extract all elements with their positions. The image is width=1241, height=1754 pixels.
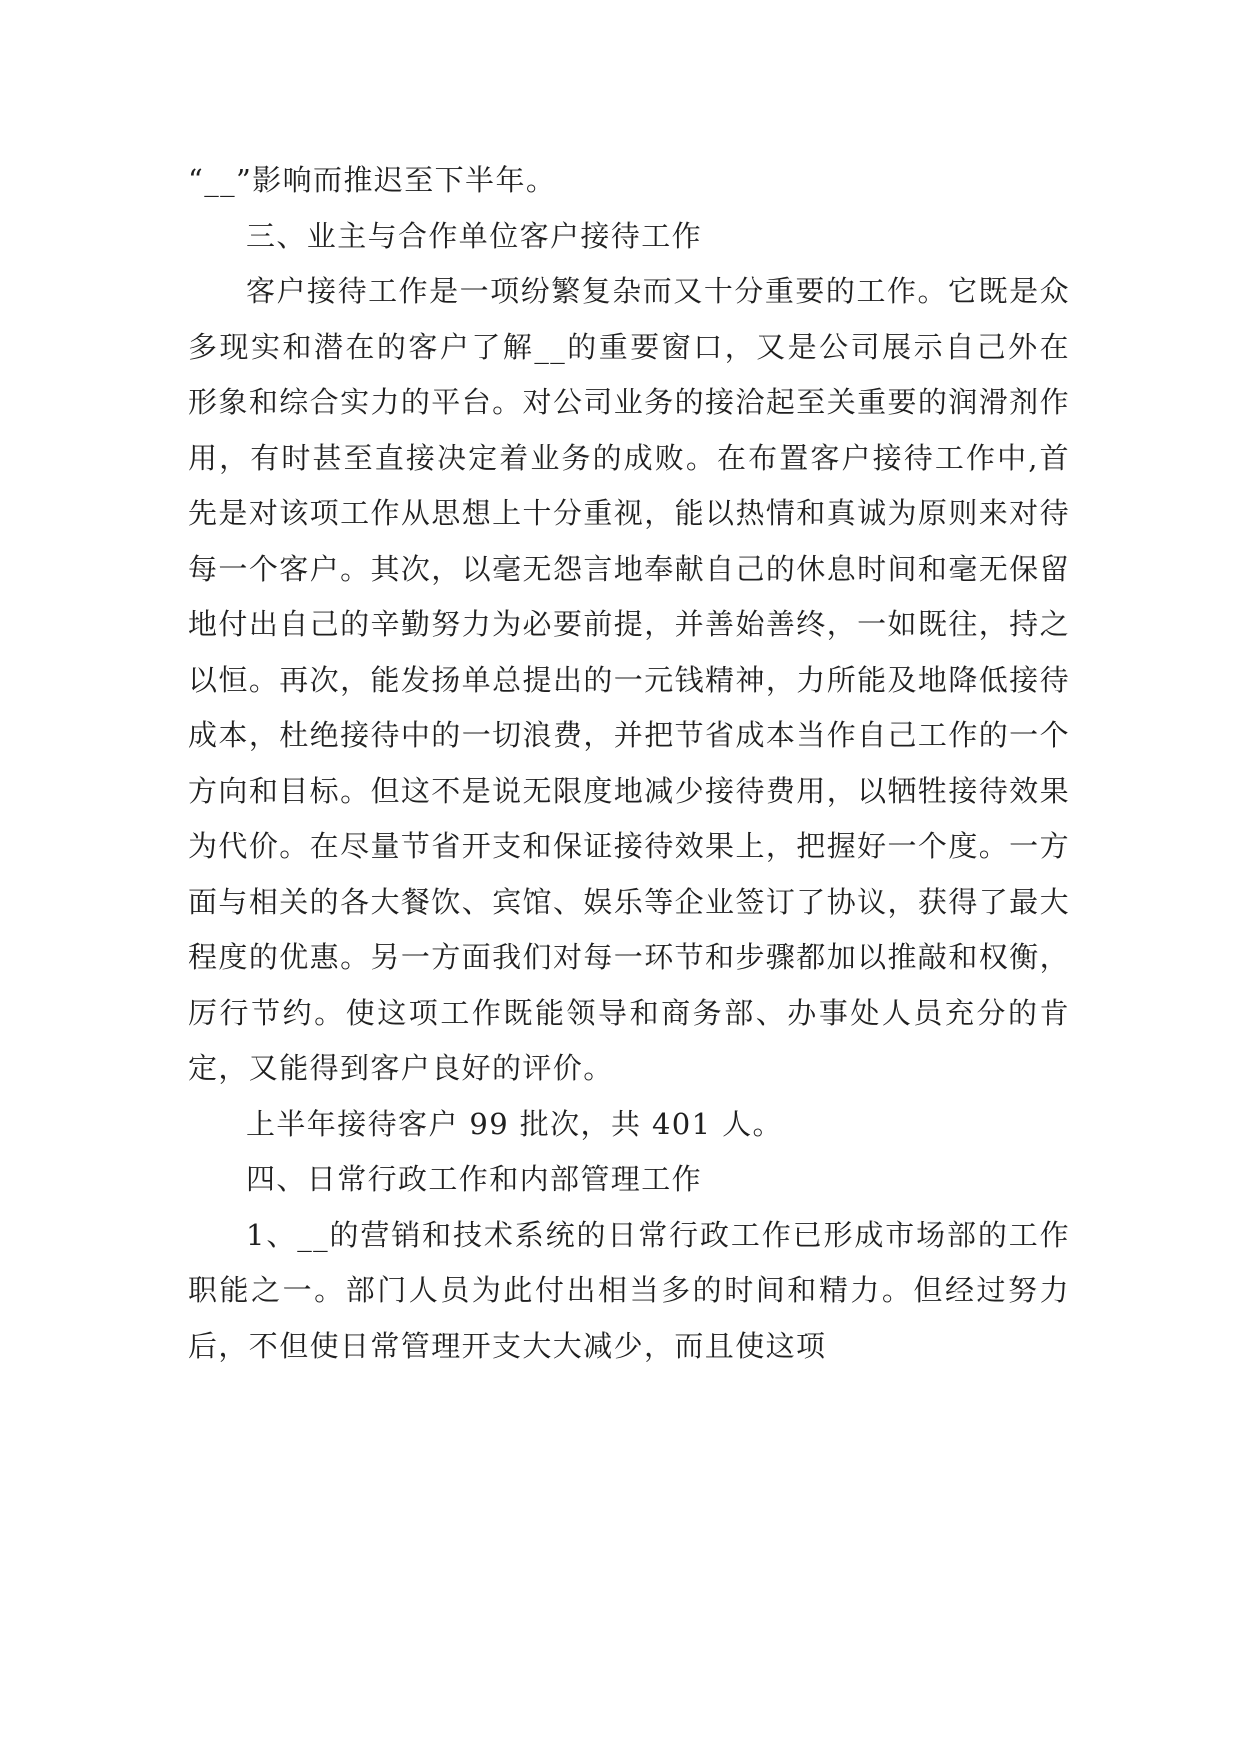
paragraph-admin-work: 1、__的营销和技术系统的日常行政工作已形成市场部的工作职能之一。部门人员为此付出相当多的时间和精力。但经过努力后，不但使日常管理开支大大减少，而且使这项	[188, 1217, 1070, 1363]
document-body	[188, 153, 1070, 1374]
paragraph-reception-work: 客户接待工作是一项纷繁复杂而又十分重要的工作。它既是众多现实和潜在的客户了解__的重要窗口，又是公司展示自己外在形象和综合实力的平台。对公司业务的接洽起至关重要的润滑剂作用，有时甚至直接决定着业务的成败。在布置客户接待工作中,首先是对该项工作从思想上十分重视，能以热情和真诚为原则来对待每一个客户。其次，以毫无怨言地奉献自己的休息时间和毫无保留地付出自己的辛勤努力为必要前提，并善始善终，一如既往，持之以恒。再次，能发扬单总提出的一元钱精神，力所能及地降低接待成本，杜绝接待中的一切浪费，并把节省成本当作自己工作的一个方向和目标。但这不是说无限度地减少接待费用，以牺牲接待效果为代价。在尽量节省开支和保证接待效果上，把握好一个度。一方面与相关的各大餐饮、宾馆、娱乐等企业签订了协议，获得了最大程度的优惠。另一方面我们对每一环节和步骤都加以推敲和权衡，厉行节约。使这项工作既能领导和商务部、办事处人员充分的肯定，又能得到客户良好的评价。	[188, 274, 1070, 1085]
section-heading-4: 四、日常行政工作和内部管理工作	[246, 1162, 703, 1196]
paragraph-continuation: “__”影响而推迟至下半年。	[188, 163, 557, 197]
section-heading-3: 三、业主与合作单位客户接待工作	[246, 218, 703, 253]
paragraph-reception-stats: 上半年接待客户 99 批次，共 401 人。	[246, 1106, 783, 1141]
